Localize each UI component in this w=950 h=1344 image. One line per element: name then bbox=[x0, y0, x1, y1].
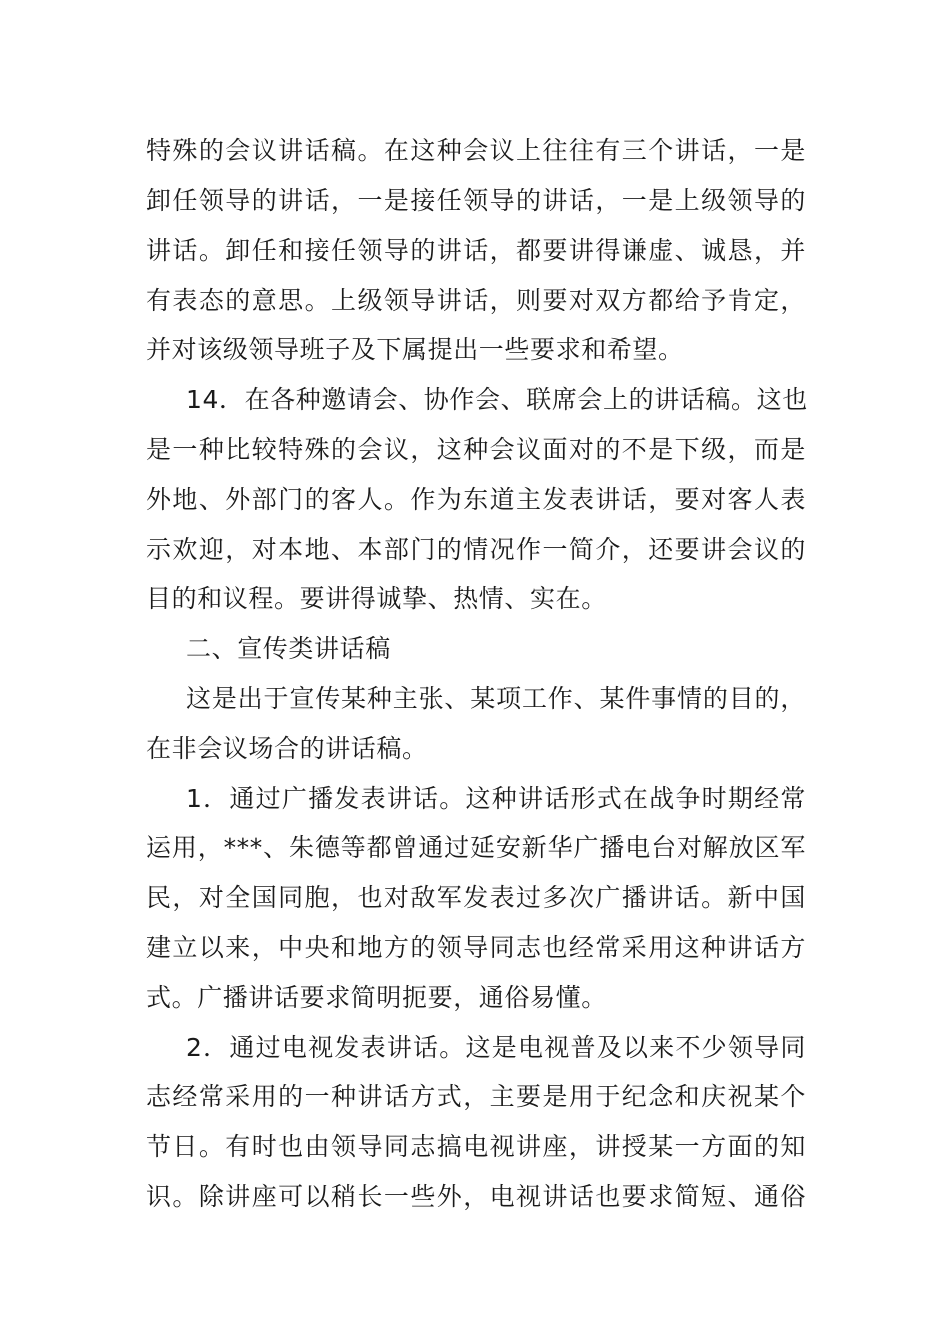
text-line-18: 式。广播讲话要求简明扼要，通俗易懂。 bbox=[146, 983, 607, 1012]
text-line-17: 建立以来，中央和地方的领导同志也经常采用这种讲话方 bbox=[146, 933, 806, 962]
text-line-5: 并对该级领导班子及下属提出一些要求和希望。 bbox=[146, 335, 684, 364]
text-line-19: 2．通过电视发表讲话。这是电视普及以来不少领导同 bbox=[186, 1033, 806, 1062]
text-line-8: 外地、外部门的客人。作为东道主发表讲话，要对客人表 bbox=[146, 485, 806, 514]
text-line-22: 识。除讲座可以稍长一些外，电视讲话也要求简短、通俗 bbox=[146, 1182, 806, 1211]
text-line-16: 民，对全国同胞，也对敌军发表过多次广播讲话。新中国 bbox=[146, 883, 806, 912]
text-line-2: 卸任领导的讲话，一是接任领导的讲话，一是上级领导的 bbox=[146, 186, 806, 215]
text-line-20: 志经常采用的一种讲话方式，主要是用于纪念和庆祝某个 bbox=[146, 1082, 806, 1111]
text-line-3: 讲话。卸任和接任领导的讲话，都要讲得谦虚、诚恳，并 bbox=[146, 236, 806, 265]
text-line-12: 这是出于宣传某种主张、某项工作、某件事情的目的， bbox=[186, 684, 806, 713]
text-line-4: 有表态的意思。上级领导讲话，则要对双方都给予肯定， bbox=[146, 286, 806, 315]
section-heading: 二、宣传类讲话稿 bbox=[186, 634, 391, 663]
text-line-10: 目的和议程。要讲得诚挚、热情、实在。 bbox=[146, 584, 607, 613]
text-line-6: 14．在各种邀请会、协作会、联席会上的讲话稿。这也 bbox=[186, 385, 808, 414]
text-line-15: 运用，***、朱德等都曾通过延安新华广播电台对解放区军 bbox=[146, 833, 806, 862]
text-line-13: 在非会议场合的讲话稿。 bbox=[146, 734, 428, 763]
text-line-21: 节日。有时也由领导同志搞电视讲座，讲授某一方面的知 bbox=[146, 1132, 806, 1161]
text-line-1: 特殊的会议讲话稿。在这种会议上往往有三个讲话，一是 bbox=[146, 136, 806, 165]
text-line-9: 示欢迎，对本地、本部门的情况作一简介，还要讲会议的 bbox=[146, 535, 806, 564]
text-line-14: 1．通过广播发表讲话。这种讲话形式在战争时期经常 bbox=[186, 784, 806, 813]
text-line-7: 是一种比较特殊的会议，这种会议面对的不是下级，而是 bbox=[146, 435, 806, 464]
